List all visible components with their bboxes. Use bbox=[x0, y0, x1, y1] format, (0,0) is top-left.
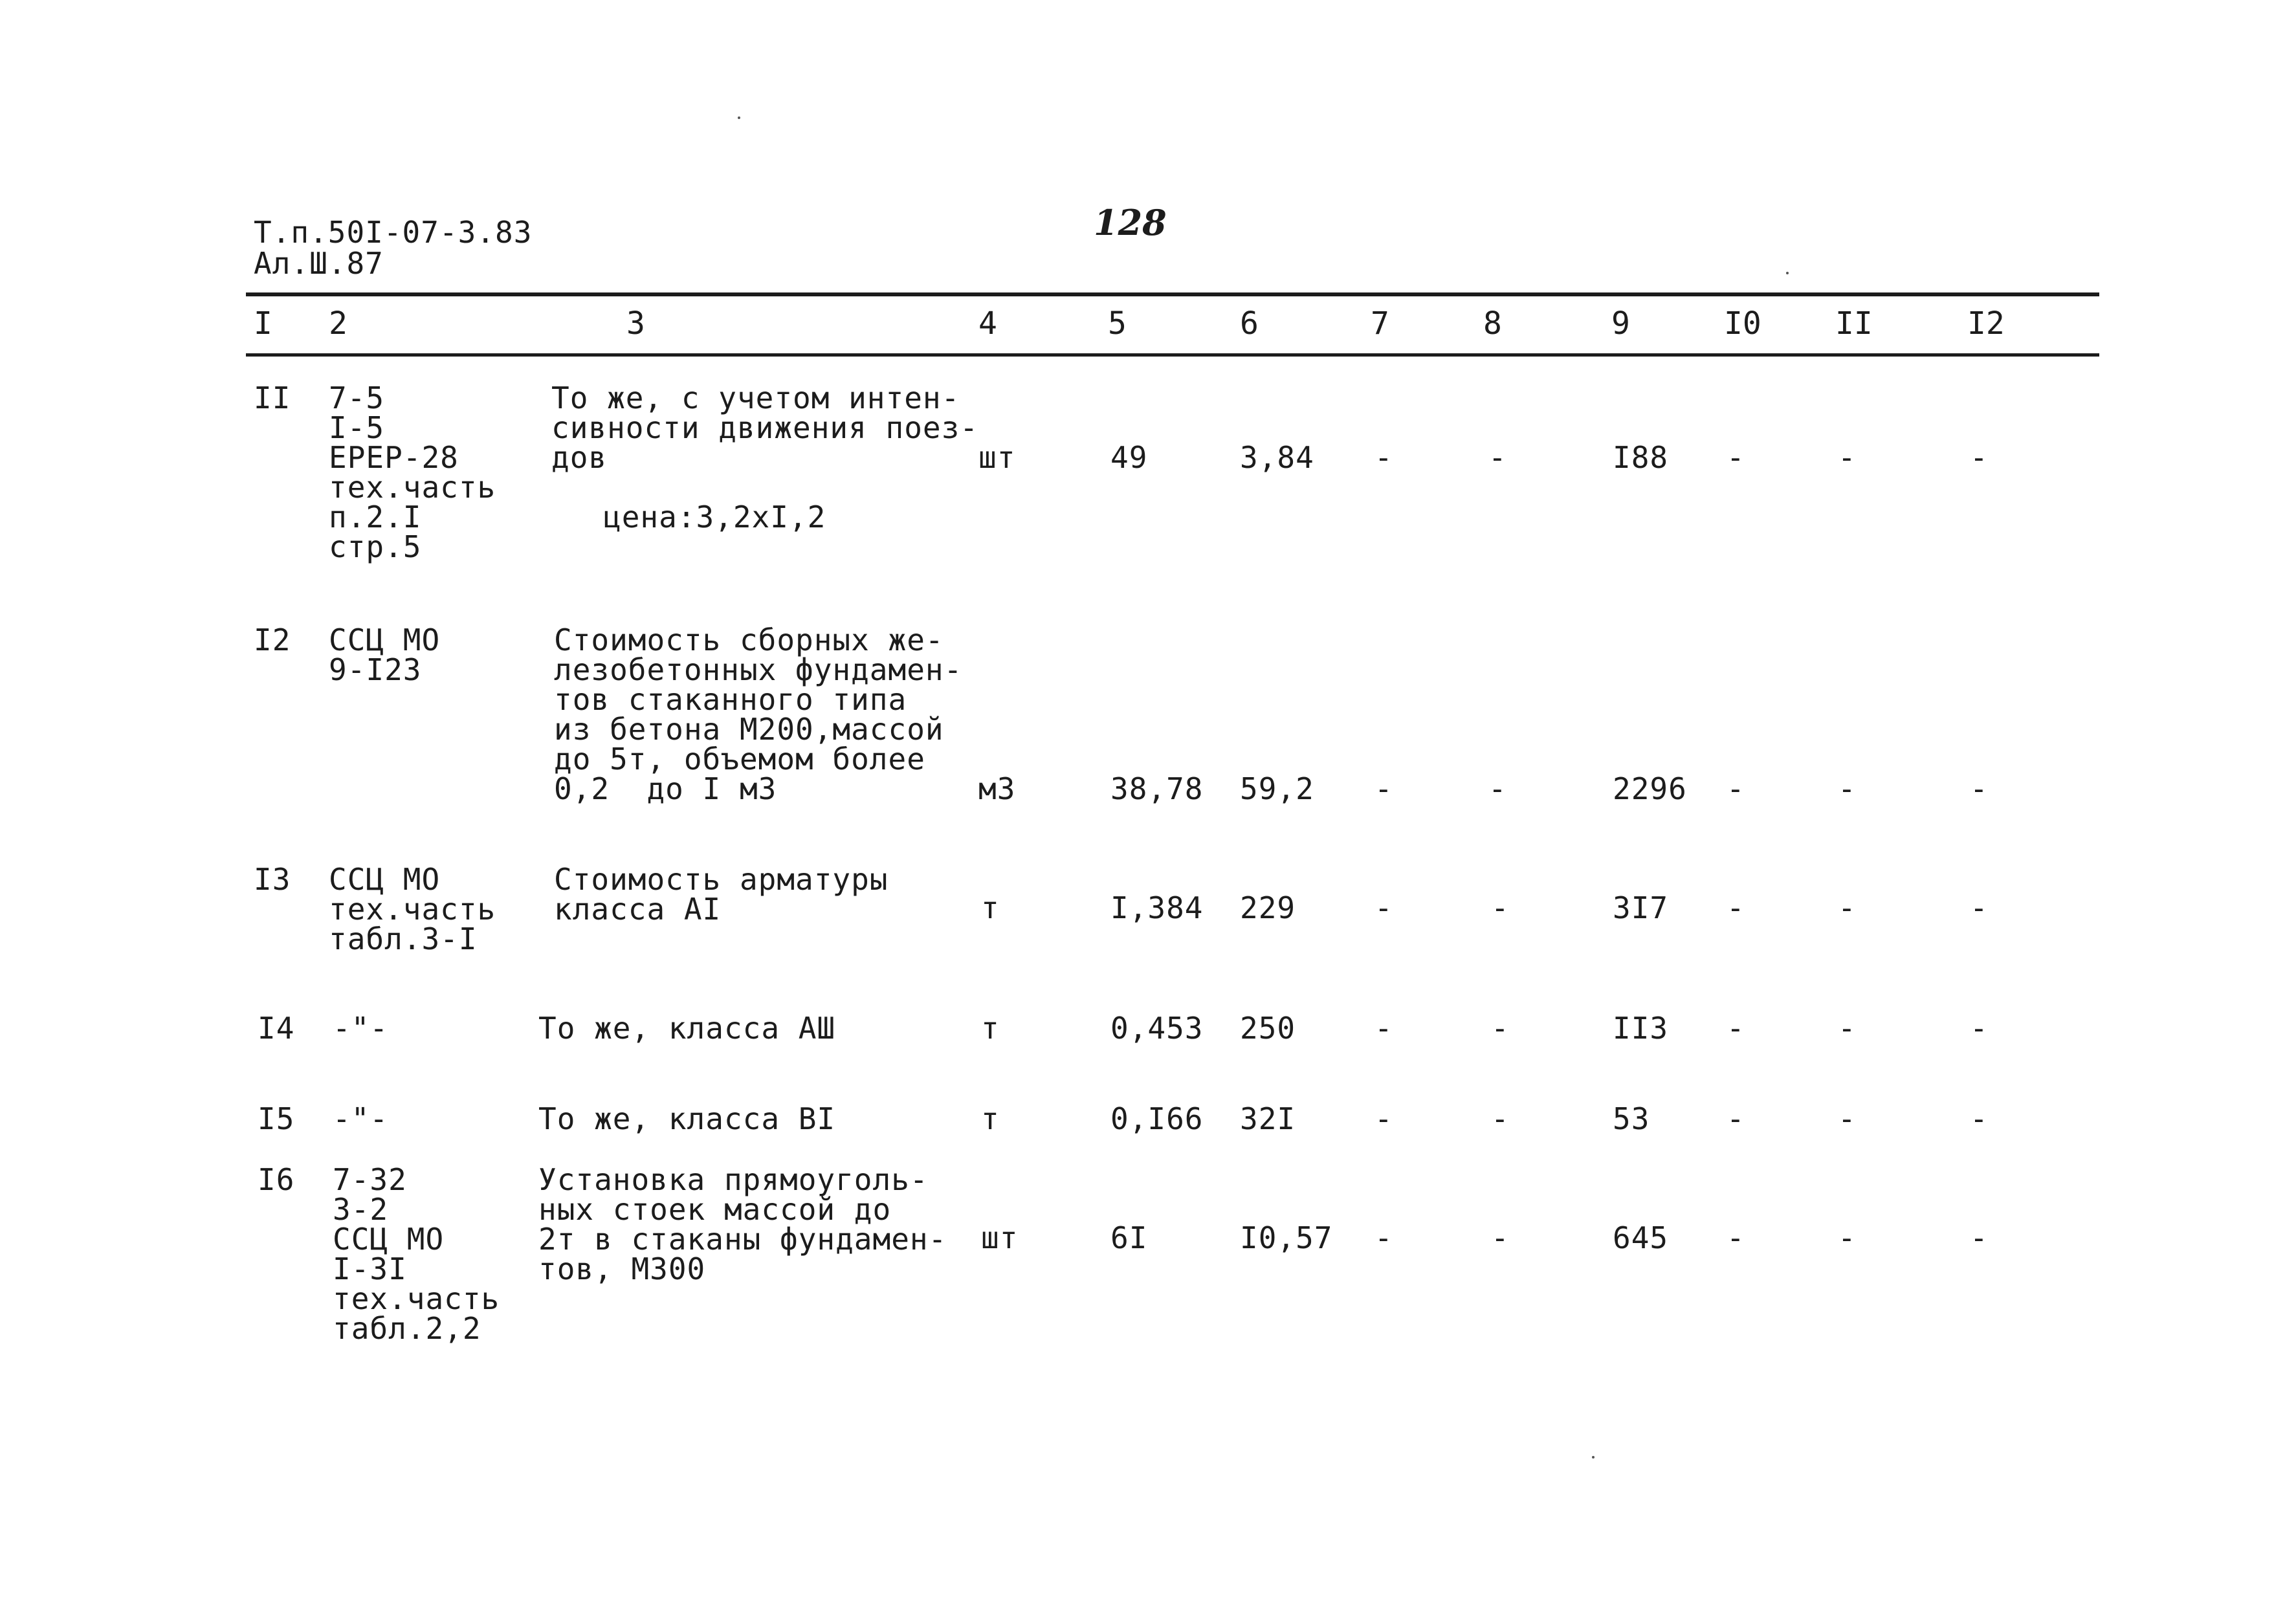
col7-cell: - bbox=[1374, 1011, 1393, 1046]
page-number: 128 bbox=[1094, 202, 1167, 243]
price-reference bbox=[333, 1162, 500, 1346]
description-line: цена:3,2хI,2 bbox=[603, 500, 826, 534]
sheet-reference: Ал.Ш.87 bbox=[254, 246, 384, 281]
unit-price-cell: 3,84 bbox=[1240, 440, 1314, 475]
unit-price-cell: 250 bbox=[1240, 1011, 1296, 1046]
reference-line: ССЦ МО bbox=[329, 622, 441, 657]
column-number: 2 bbox=[329, 305, 348, 342]
quantity-cell: 38,78 bbox=[1110, 771, 1204, 806]
scan-speck bbox=[1786, 272, 1789, 274]
description-line: Установка прямоуголь- bbox=[538, 1162, 929, 1197]
col8-cell: - bbox=[1491, 1101, 1509, 1136]
col10-cell: - bbox=[1727, 1101, 1745, 1136]
col8-cell: - bbox=[1491, 1011, 1509, 1046]
reference-line: ССЦ МО bbox=[333, 1222, 445, 1257]
column-number: 6 bbox=[1240, 305, 1259, 342]
description-line: 0,2 до I м3 bbox=[554, 771, 777, 806]
reference-line: тех.часть bbox=[329, 470, 496, 505]
quantity-cell: I,384 bbox=[1110, 890, 1204, 925]
reference-line: ЕРЕР-28 bbox=[329, 440, 459, 475]
reference-line: ССЦ МО bbox=[329, 862, 441, 897]
column-number: 7 bbox=[1371, 305, 1389, 342]
reference-line: 7-5 bbox=[329, 380, 385, 415]
col11-cell: - bbox=[1838, 771, 1856, 806]
description-line: сивности движения поез- bbox=[551, 410, 978, 445]
reference-line: 9-I23 bbox=[329, 652, 422, 687]
description-line: ных стоек массой до bbox=[538, 1192, 892, 1227]
description-line: 2т в стаканы фундамен- bbox=[538, 1222, 947, 1257]
description-line: тов, М300 bbox=[538, 1251, 706, 1286]
price-reference: -"- bbox=[333, 1011, 389, 1046]
row-number: I2 bbox=[254, 622, 291, 657]
description-line bbox=[551, 472, 978, 502]
column-number: I bbox=[254, 305, 272, 342]
price-reference bbox=[329, 380, 496, 564]
column-number: I2 bbox=[1967, 305, 2005, 342]
col8-cell: - bbox=[1491, 890, 1509, 925]
quantity-cell: 0,453 bbox=[1110, 1011, 1204, 1046]
total-cell: 3I7 bbox=[1613, 890, 1669, 925]
document-code: Т.п.50I-07-3.83 bbox=[254, 215, 533, 250]
unit-price-cell: 229 bbox=[1240, 890, 1296, 925]
col11-cell: - bbox=[1838, 1011, 1856, 1046]
unit-cell: м3 bbox=[978, 771, 1016, 806]
column-number: 8 bbox=[1483, 305, 1502, 342]
col7-cell: - bbox=[1374, 890, 1393, 925]
col11-cell: - bbox=[1838, 1220, 1856, 1255]
reference-line: тех.часть bbox=[329, 892, 496, 927]
description-line: лезобетонных фундамен- bbox=[554, 652, 963, 687]
description-line: до 5т, объемом более bbox=[554, 742, 925, 776]
description-line: Стоимость арматуры bbox=[554, 862, 889, 897]
work-description bbox=[551, 380, 978, 534]
unit-cell: шт bbox=[981, 1220, 1019, 1255]
col10-cell: - bbox=[1727, 1220, 1745, 1255]
description-line: Стоимость сборных же- bbox=[554, 622, 944, 657]
reference-line: п.2.I bbox=[329, 500, 422, 534]
col8-cell: - bbox=[1488, 771, 1507, 806]
description-line: тов стаканного типа bbox=[554, 682, 907, 717]
total-cell: 645 bbox=[1613, 1220, 1669, 1255]
scan-speck bbox=[1592, 1456, 1595, 1459]
work-description bbox=[554, 622, 963, 806]
unit-price-cell: I0,57 bbox=[1240, 1220, 1333, 1255]
column-number: 5 bbox=[1108, 305, 1127, 342]
col8-cell: - bbox=[1491, 1220, 1509, 1255]
reference-line: тех.часть bbox=[333, 1281, 500, 1316]
unit-price-cell: 32I bbox=[1240, 1101, 1296, 1136]
reference-line: 7-32 bbox=[333, 1162, 407, 1197]
column-number: II bbox=[1835, 305, 1873, 342]
description-line: из бетона М200,массой bbox=[554, 712, 944, 747]
column-number: 4 bbox=[978, 305, 997, 342]
reference-line: I-5 bbox=[329, 410, 385, 445]
unit-price-cell: 59,2 bbox=[1240, 771, 1314, 806]
column-number: 3 bbox=[626, 305, 645, 342]
col12-cell: - bbox=[1970, 440, 1988, 475]
col10-cell: - bbox=[1727, 1011, 1745, 1046]
col12-cell: - bbox=[1970, 1101, 1988, 1136]
quantity-cell: 6I bbox=[1110, 1220, 1148, 1255]
col12-cell: - bbox=[1970, 1220, 1988, 1255]
reference-line: I-3I bbox=[333, 1251, 407, 1286]
price-reference bbox=[329, 862, 496, 956]
col10-cell: - bbox=[1727, 440, 1745, 475]
col11-cell: - bbox=[1838, 440, 1856, 475]
col7-cell: - bbox=[1374, 440, 1393, 475]
reference-line: табл.2,2 bbox=[333, 1311, 481, 1346]
row-number: I3 bbox=[254, 862, 291, 897]
row-number: II bbox=[254, 380, 291, 415]
scan-speck bbox=[738, 116, 740, 119]
description-line: То же, с учетом интен- bbox=[551, 380, 960, 415]
unit-cell: т bbox=[981, 1101, 1000, 1136]
column-number: I0 bbox=[1724, 305, 1761, 342]
col8-cell: - bbox=[1488, 440, 1507, 475]
unit-cell: шт bbox=[978, 440, 1016, 475]
table-header-rule bbox=[246, 353, 2099, 357]
work-description bbox=[538, 1162, 947, 1286]
total-cell: II3 bbox=[1613, 1011, 1669, 1046]
column-number: 9 bbox=[1611, 305, 1630, 342]
row-number: I4 bbox=[258, 1011, 295, 1046]
col12-cell: - bbox=[1970, 1011, 1988, 1046]
row-number: I5 bbox=[258, 1101, 295, 1136]
col12-cell: - bbox=[1970, 890, 1988, 925]
reference-line: табл.3-I bbox=[329, 921, 478, 956]
col11-cell: - bbox=[1838, 890, 1856, 925]
unit-cell: т bbox=[981, 890, 1000, 925]
unit-cell: т bbox=[981, 1011, 1000, 1046]
col12-cell: - bbox=[1970, 771, 1988, 806]
col10-cell: - bbox=[1727, 890, 1745, 925]
reference-line: 3-2 bbox=[333, 1192, 389, 1227]
col7-cell: - bbox=[1374, 1101, 1393, 1136]
total-cell: I88 bbox=[1613, 440, 1669, 475]
work-description: То же, класса АШ bbox=[538, 1011, 836, 1046]
col7-cell: - bbox=[1374, 771, 1393, 806]
description-line: дов bbox=[551, 440, 608, 475]
quantity-cell: 49 bbox=[1110, 440, 1148, 475]
description-line: класса АI bbox=[554, 892, 722, 927]
total-cell: 53 bbox=[1613, 1101, 1650, 1136]
quantity-cell: 0,I66 bbox=[1110, 1101, 1204, 1136]
col11-cell: - bbox=[1838, 1101, 1856, 1136]
price-reference: -"- bbox=[333, 1101, 389, 1136]
work-description bbox=[554, 862, 889, 927]
col7-cell: - bbox=[1374, 1220, 1393, 1255]
work-description: То же, класса ВI bbox=[538, 1101, 836, 1136]
table-top-rule bbox=[246, 292, 2099, 296]
reference-line: стр.5 bbox=[329, 529, 422, 564]
col10-cell: - bbox=[1727, 771, 1745, 806]
total-cell: 2296 bbox=[1613, 771, 1687, 806]
price-reference bbox=[329, 622, 441, 687]
row-number: I6 bbox=[258, 1162, 295, 1197]
